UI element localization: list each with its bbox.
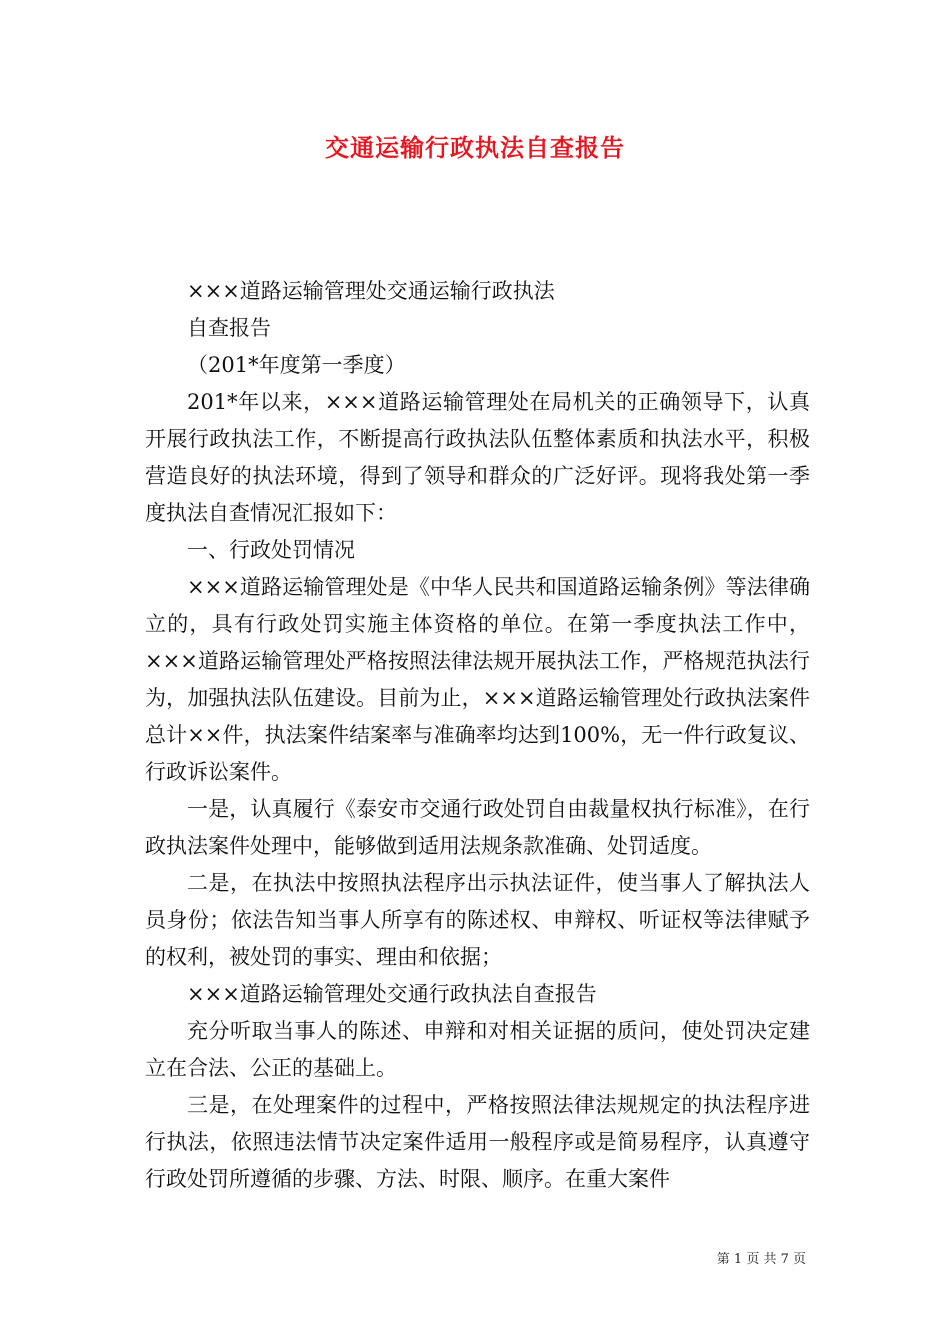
body-paragraph: 201*年以来，×××道路运输管理处在局机关的正确领导下，认真开展行政执法工作，不断提高行政执法队伍整体素质和执法水平，积极营造良好的执法环境，得到了领导和群众的广泛好评。现将我处第一季度执法自查情况汇报如下：: [145, 390, 810, 525]
body-paragraph: 二是，在执法中按照执法程序出示执法证件，使当事人了解执法人员身份；依法告知当事人所享有的陈述权、申辩权、听证权等法律赋予的权利，被处罚的事实、理由和依据；: [145, 871, 810, 969]
document-body: [145, 273, 810, 1198]
section-heading: 一、行政处罚情况: [187, 538, 355, 562]
body-paragraph: ×××道路运输管理处交通运输行政执法: [187, 279, 555, 303]
body-paragraph: 三是，在处理案件的过程中，严格按照法律法规规定的执法程序进行执法，依照违法情节决定案件适用一般程序或是简易程序，认真遵守行政处罚所遵循的步骤、方法、时限、顺序。在重大案件: [145, 1093, 810, 1191]
body-paragraph: 自查报告: [187, 316, 271, 340]
body-paragraph: ×××道路运输管理处是《中华人民共和国道路运输条例》等法律确立的，具有行政处罚实施主体资格的单位。在第一季度执法工作中，×××道路运输管理处严格按照法律法规开展执法工作，严格规范执法行为，加强执法队伍建设。目前为止，×××道路运输管理处行政执法案件总计××件，执法案件结案率与准确率均达到100%，无一件行政复议、行政诉讼案件。: [145, 575, 810, 784]
body-paragraph: 充分听取当事人的陈述、申辩和对相关证据的质问，使处罚决定建立在合法、公正的基础上。: [145, 1019, 810, 1080]
document-title: 交通运输行政执法自查报告: [325, 133, 625, 162]
body-paragraph: （201*年度第一季度）: [187, 353, 406, 377]
body-paragraph: 一是，认真履行《泰安市交通行政处罚自由裁量权执行标准》，在行政执法案件处理中，能够做到适用法规条款准确、处罚适度。: [145, 797, 810, 858]
body-paragraph: ×××道路运输管理处交通行政执法自查报告: [187, 982, 597, 1006]
page-number: 第 1 页 共 7 页: [716, 1252, 806, 1267]
